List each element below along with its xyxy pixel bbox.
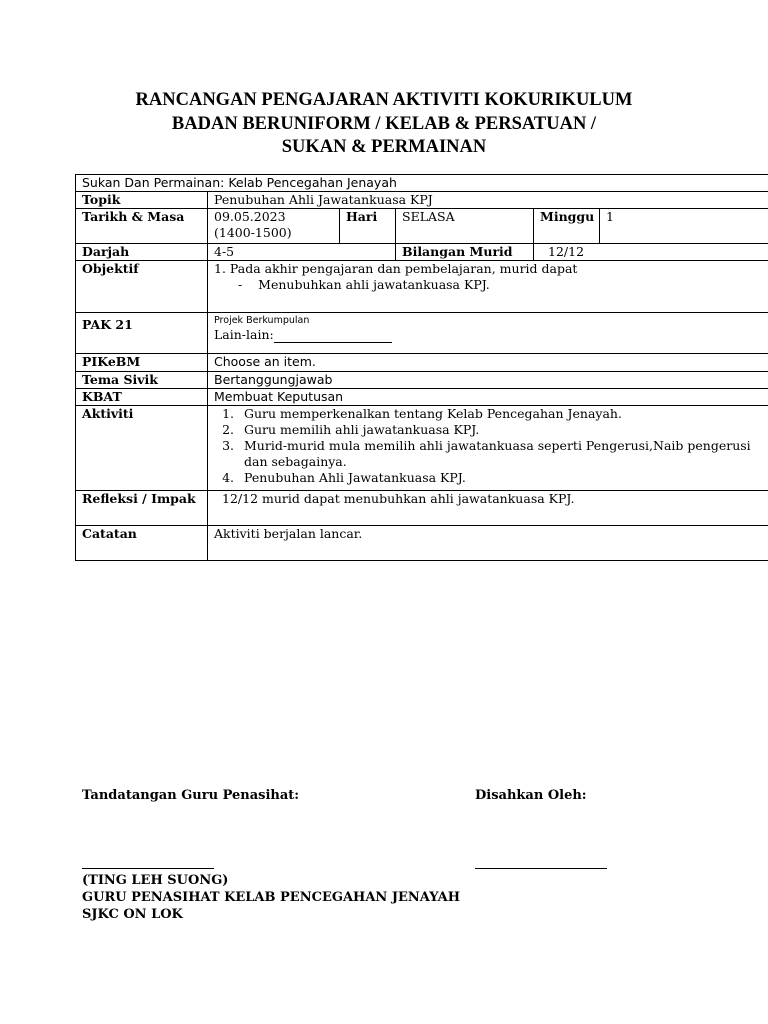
darjah-row xyxy=(76,244,768,261)
tarikh-value-cell[interactable] xyxy=(208,209,340,244)
kbat-row xyxy=(76,389,768,406)
tarikh-value: 09.05.2023 xyxy=(214,209,286,224)
kbat-label: KBAT xyxy=(76,389,208,406)
objektif-line-2: Menubuhkan ahli jawatankuasa KPJ. xyxy=(258,277,490,292)
darjah-value[interactable]: 4-5 xyxy=(208,244,396,261)
topik-row xyxy=(76,192,768,209)
tarikh-row xyxy=(76,209,768,244)
objektif-label: Objektif xyxy=(76,261,208,313)
pak21-label: PAK 21 xyxy=(76,313,208,354)
refleksi-label: Refleksi / Impak xyxy=(76,491,208,526)
objektif-row xyxy=(76,261,768,313)
sport-club-label: Sukan Dan Permainan: xyxy=(82,175,225,190)
aktiviti-value-cell[interactable] xyxy=(208,406,768,491)
pak21-value: Projek Berkumpulan xyxy=(214,315,310,326)
pak21-row xyxy=(76,313,768,354)
document-title-line-2: BADAN BERUNIFORM / KELAB & PERSATUAN / xyxy=(171,114,597,134)
aktiviti-item: 2. Guru memilih ahli jawatankuasa KPJ. xyxy=(238,422,768,438)
bilangan-label: Bilangan Murid xyxy=(396,244,534,261)
darjah-label: Darjah xyxy=(76,244,208,261)
tema-row xyxy=(76,372,768,389)
topik-label: Topik xyxy=(76,192,208,209)
aktiviti-item: 1. Guru memperkenalkan tentang Kelab Pencegahan Jenayah. xyxy=(238,406,768,422)
hari-label: Hari xyxy=(340,209,396,244)
aktiviti-label: Aktiviti xyxy=(76,406,208,491)
catatan-row xyxy=(76,526,768,561)
pikebm-value[interactable]: Choose an item. xyxy=(208,354,768,372)
pak21-other-blank[interactable] xyxy=(274,330,392,343)
objektif-value-cell[interactable] xyxy=(208,261,768,313)
sport-club-cell xyxy=(76,175,768,192)
document-title-line-1: RANCANGAN PENGAJARAN AKTIVITI KOKURIKULUM xyxy=(135,90,633,110)
approved-by-title: Disahkan Oleh: xyxy=(475,788,587,803)
kbat-value[interactable]: Membuat Keputusan xyxy=(208,389,768,406)
school-name: SJKC ON LOK xyxy=(82,907,183,922)
sport-club-value: Kelab Pencegahan Jenayah xyxy=(224,175,397,190)
header-row xyxy=(76,175,768,192)
topik-value[interactable]: Penubuhan Ahli Jawatankuasa KPJ xyxy=(208,192,768,209)
pikebm-row xyxy=(76,354,768,372)
bilangan-value[interactable]: 12/12 xyxy=(534,244,768,261)
aktiviti-list xyxy=(214,406,768,486)
minggu-value[interactable]: 1 xyxy=(600,209,768,244)
aktiviti-row xyxy=(76,406,768,491)
pikebm-label: PIKeBM xyxy=(76,354,208,372)
pak21-value-cell[interactable] xyxy=(208,313,768,354)
minggu-label: Minggu xyxy=(534,209,600,244)
lesson-plan-table xyxy=(75,174,768,561)
aktiviti-item: 3. Murid-murid mula memilih ahli jawatankuasa seperti Pengerusi,Naib pengerusi dan sebagainya. xyxy=(238,438,768,470)
hari-value[interactable]: SELASA xyxy=(396,209,534,244)
objektif-line-1: 1. Pada akhir pengajaran dan pembelajaran, murid dapat xyxy=(214,261,578,276)
masa-value: (1400-1500) xyxy=(214,225,292,240)
pak21-other-row xyxy=(214,327,768,343)
refleksi-row xyxy=(76,491,768,526)
objektif-line-2-row xyxy=(214,277,768,293)
catatan-value[interactable]: Aktiviti berjalan lancar. xyxy=(208,526,768,561)
advisor-signature-line xyxy=(82,868,214,869)
refleksi-value[interactable]: 12/12 murid dapat menubuhkan ahli jawatankuasa KPJ. xyxy=(208,491,768,526)
document-title-line-3: SUKAN & PERMAINAN xyxy=(281,137,487,157)
tarikh-label: Tarikh & Masa xyxy=(76,209,208,244)
catatan-label: Catatan xyxy=(76,526,208,561)
aktiviti-item: 4. Penubuhan Ahli Jawatankuasa KPJ. xyxy=(238,470,768,486)
pak21-other-label: Lain-lain: xyxy=(214,327,274,342)
tema-label: Tema Sivik xyxy=(76,372,208,389)
objektif-dash: - xyxy=(238,277,243,292)
tema-value[interactable]: Bertanggungjawab xyxy=(208,372,768,389)
advisor-position: GURU PENASIHAT KELAB PENCEGAHAN JENAYAH xyxy=(82,890,461,905)
advisor-name: (TING LEH SUONG) xyxy=(82,873,229,888)
advisor-signature-title: Tandatangan Guru Penasihat: xyxy=(82,788,300,803)
approver-signature-line xyxy=(475,868,607,869)
